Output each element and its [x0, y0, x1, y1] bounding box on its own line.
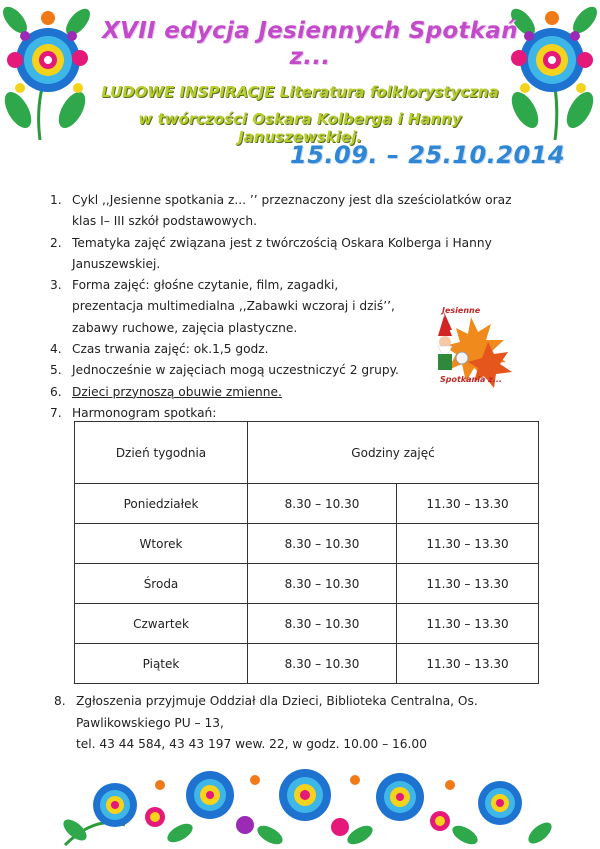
header-day: Dzień tygodnia	[75, 422, 248, 484]
table-row	[75, 604, 539, 644]
list-text: Harmonogram spotkań:	[72, 405, 217, 420]
slot1-cell: 8.30 – 10.30	[248, 644, 397, 684]
subtitle-line-2: w twórczości Oskara Kolberga i Hanny Januszewskiej.	[138, 110, 462, 146]
schedule-table	[74, 421, 539, 684]
slot2-cell: 11.30 – 13.30	[397, 604, 539, 644]
day-cell: Wtorek	[75, 524, 248, 564]
registration-phone: tel. 43 44 584, 43 43 197 wew. 22, w godz. 10.00 – 16.00	[76, 737, 427, 751]
slot1-cell: 8.30 – 10.30	[248, 564, 397, 604]
list-number: 7.	[50, 405, 62, 420]
subtitle-line-1: LUDOWE INSPIRACJE Literatura folklorystyczna	[101, 83, 499, 101]
list-number: 6.	[50, 384, 62, 399]
list-item	[50, 233, 520, 276]
logo-top-text: Jesienne	[442, 306, 481, 315]
day-cell: Czwartek	[75, 604, 248, 644]
table-row	[75, 564, 539, 604]
registration-info	[54, 691, 534, 756]
event-dates: 15.09. – 25.10.2014	[290, 141, 566, 169]
table-row	[75, 644, 539, 684]
list-item	[50, 190, 520, 233]
registration-address: Zgłoszenia przyjmuje Oddział dla Dzieci, Biblioteka Centralna, Os. Pawlikowskiego PU – 13,	[76, 694, 478, 730]
list-item	[54, 691, 534, 734]
jesienne-spotkania-logo	[416, 302, 516, 394]
folk-flower-border-bottom	[55, 755, 555, 849]
list-number: 8.	[54, 694, 66, 708]
slot2-cell: 11.30 – 13.30	[397, 644, 539, 684]
slot2-cell: 11.30 – 13.30	[397, 484, 539, 524]
list-number: 1.	[50, 193, 62, 207]
table-header-row	[75, 422, 539, 484]
list-text: Dzieci przynoszą obuwie zmienne.	[72, 384, 282, 399]
table-row	[75, 484, 539, 524]
day-cell: Poniedziałek	[75, 484, 248, 524]
list-number: 4.	[50, 342, 62, 357]
list-number: 5.	[50, 363, 62, 378]
header-hours: Godziny zajęć	[248, 422, 539, 484]
list-number: 3.	[50, 278, 62, 293]
page-title: XVII edycja Jesiennych Spotkań z...	[102, 18, 518, 70]
list-text: Forma zajęć: głośne czytanie, film, zagadki, prezentacja multimedialna ,,Zabawki wczoraj i dziś’’, zabawy ruchowe, zajęcia plastyczne.	[72, 278, 395, 335]
list-text: Tematyka zajęć związana jest z twórczością Oskara Kolberga i Hanny Januszewskiej.	[72, 235, 492, 271]
list-text: Jednocześnie w zajęciach mogą uczestniczyć 2 grupy.	[72, 363, 399, 378]
list-number: 2.	[50, 235, 62, 250]
list-text: Czas trwania zajęć: ok.1,5 godz.	[72, 342, 269, 357]
slot1-cell: 8.30 – 10.30	[248, 604, 397, 644]
day-cell: Środa	[75, 564, 248, 604]
logo-bottom-text: Spotkania z...	[440, 375, 502, 384]
slot2-cell: 11.30 – 13.30	[397, 564, 539, 604]
day-cell: Piątek	[75, 644, 248, 684]
slot1-cell: 8.30 – 10.30	[248, 524, 397, 564]
list-text: Cykl ,,Jesienne spotkania z... ’’ przeznaczony jest dla sześciolatków oraz klas I– III szkół podstawowych.	[72, 193, 512, 229]
slot1-cell: 8.30 – 10.30	[248, 484, 397, 524]
slot2-cell: 11.30 – 13.30	[397, 524, 539, 564]
table-row	[75, 524, 539, 564]
